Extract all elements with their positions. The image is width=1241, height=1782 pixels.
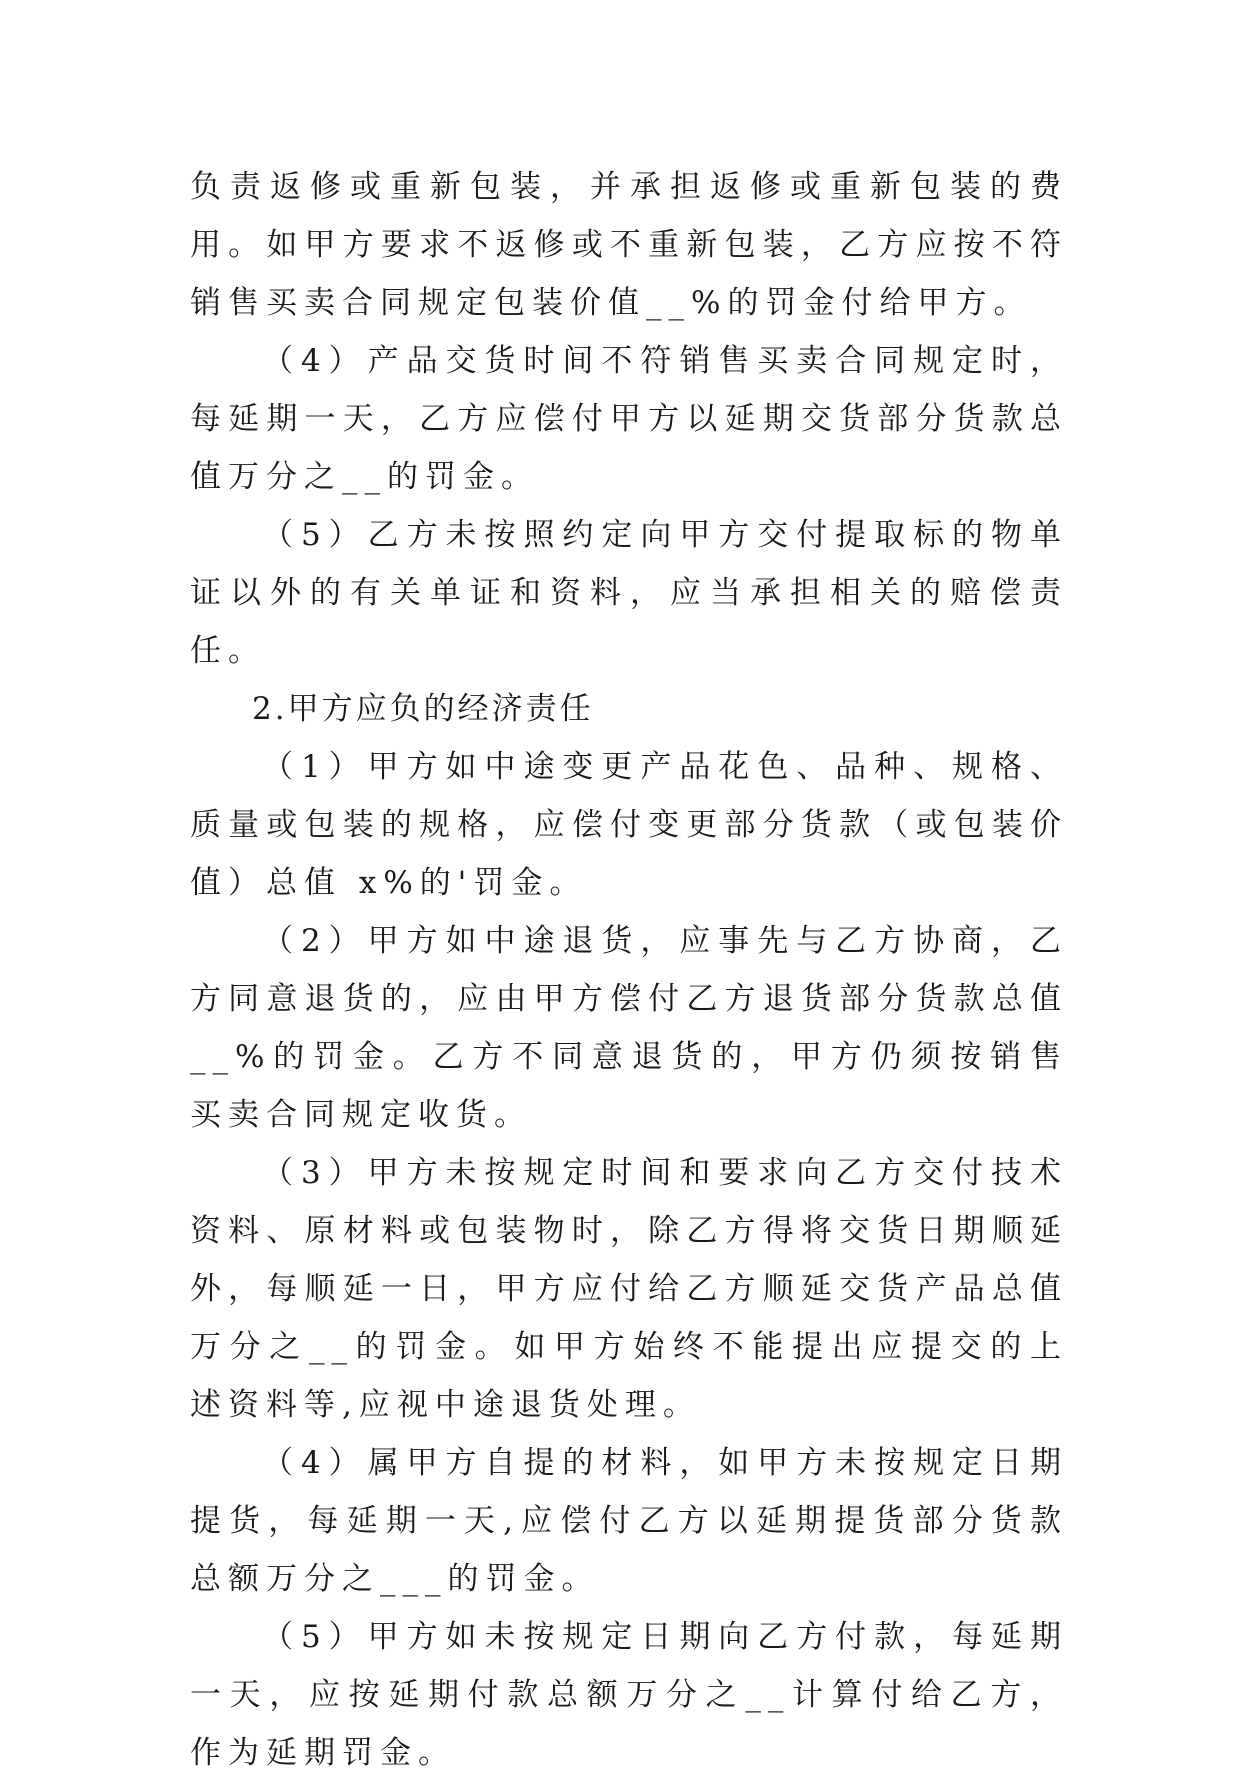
- paragraph-buyer-1: （1）甲方如中途变更产品花色、品种、规格、质量或包装的规格，应偿付变更部分货款（或包装价值）总值 x%的'罚金。: [190, 749, 1068, 901]
- paragraph-packaging-penalty: 负责返修或重新包装，并承担返修或重新包装的费用。如甲方要求不返修或不重新包装，乙方应按不符销售买卖合同规定包装价值__%的罚金付给甲方。: [190, 169, 1068, 321]
- document-body: [190, 158, 1068, 1782]
- paragraph-buyer-4: （4）属甲方自提的材料，如甲方未按规定日期提货，每延期一天,应偿付乙方以延期提货部分货款总额万分之___的罚金。: [190, 1445, 1068, 1597]
- paragraph-buyer-5: （5）甲方如未按规定日期向乙方付款，每延期一天，应按延期付款总额万分之__计算付给乙方，作为延期罚金。: [190, 1619, 1068, 1771]
- paragraph-buyer-3: （3）甲方未按规定时间和要求向乙方交付技术资料、原材料或包装物时，除乙方得将交货日期顺延外，每顺延一日，甲方应付给乙方顺延交货产品总值万分之__的罚金。如甲方始终不能提出应提交的上述资料等,应视中途退货处理。: [190, 1155, 1068, 1423]
- paragraph-buyer-2: （2）甲方如中途退货，应事先与乙方协商，乙方同意退货的，应由甲方偿付乙方退货部分货款总值__%的罚金。乙方不同意退货的，甲方仍须按销售买卖合同规定收货。: [190, 923, 1068, 1133]
- paragraph-seller-5: （5）乙方未按照约定向甲方交付提取标的物单证以外的有关单证和资料，应当承担相关的赔偿责任。: [190, 517, 1068, 669]
- paragraph-seller-4: （4）产品交货时间不符销售买卖合同规定时，每延期一天，乙方应偿付甲方以延期交货部分货款总值万分之__的罚金。: [190, 343, 1068, 495]
- section-heading-buyer-liability: 2.甲方应负的经济责任: [252, 691, 594, 727]
